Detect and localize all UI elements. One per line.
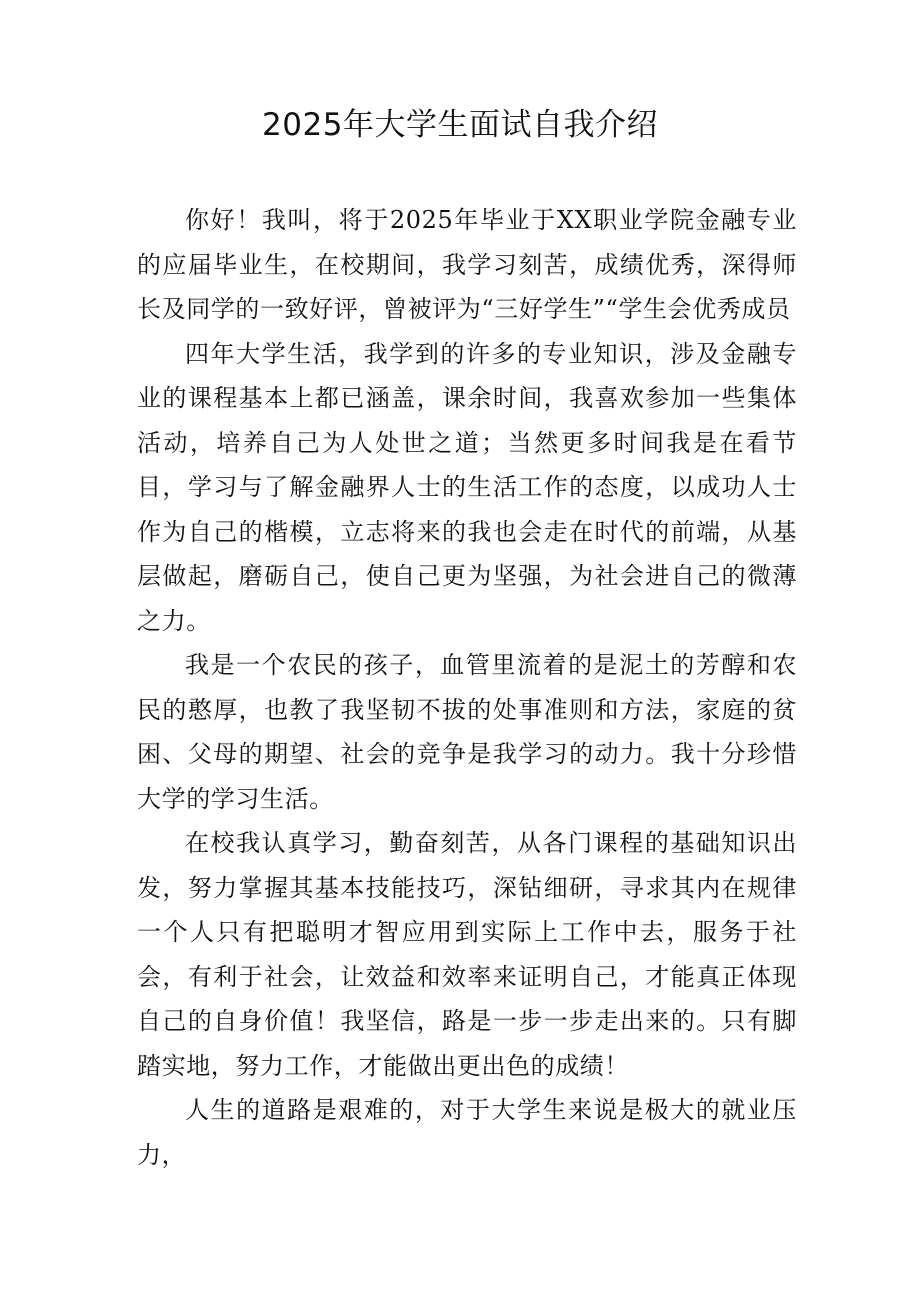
- paragraph-4: 在校我认真学习，勤奋刻苦，从各门课程的基础知识出发，努力掌握其基本技能技巧，深钻细研，寻求其内在规律一个人只有把聪明才智应用到实际上工作中去，服务于社会，有利于社会，让效益和效率来证明自己，才能真正体现自己的自身价值！我坚信，路是一步一步走出来的。只有脚踏实地，努力工作，才能做出更出色的成绩！: [137, 829, 797, 1080]
- paragraph-2: 四年大学生活，我学到的许多的专业知识，涉及金融专业的课程基本上都已涵盖，课余时间，我喜欢参加一些集体活动，培养自己为人处世之道；当然更多时间我是在看节目，学习与了解金融界人士的生活工作的态度，以成功人士作为自己的楷模，立志将来的我也会走在时代的前端，从基层做起，磨砺自己，使自己更为坚强，为社会进自己的微薄之力。: [137, 339, 797, 635]
- document-title: 2025年大学生面试自我介绍: [262, 107, 658, 143]
- paragraph-3: 我是一个农民的孩子，血管里流着的是泥土的芳醇和农民的憨厚，也教了我坚韧不拔的处事准则和方法，家庭的贫困、父母的期望、社会的竞争是我学习的动力。我十分珍惜大学的学习生活。: [137, 651, 797, 813]
- paragraph-5: 人生的道路是艰难的，对于大学生来说是极大的就业压力，: [137, 1096, 797, 1169]
- paragraph-1: 你好！我叫，将于2025年毕业于XX职业学院金融专业的应届毕业生，在校期间，我学习刻苦，成绩优秀，深得师长及同学的一致好评，曾被评为“三好学生”“学生会优秀成员: [137, 206, 797, 323]
- document-body: [137, 198, 797, 1177]
